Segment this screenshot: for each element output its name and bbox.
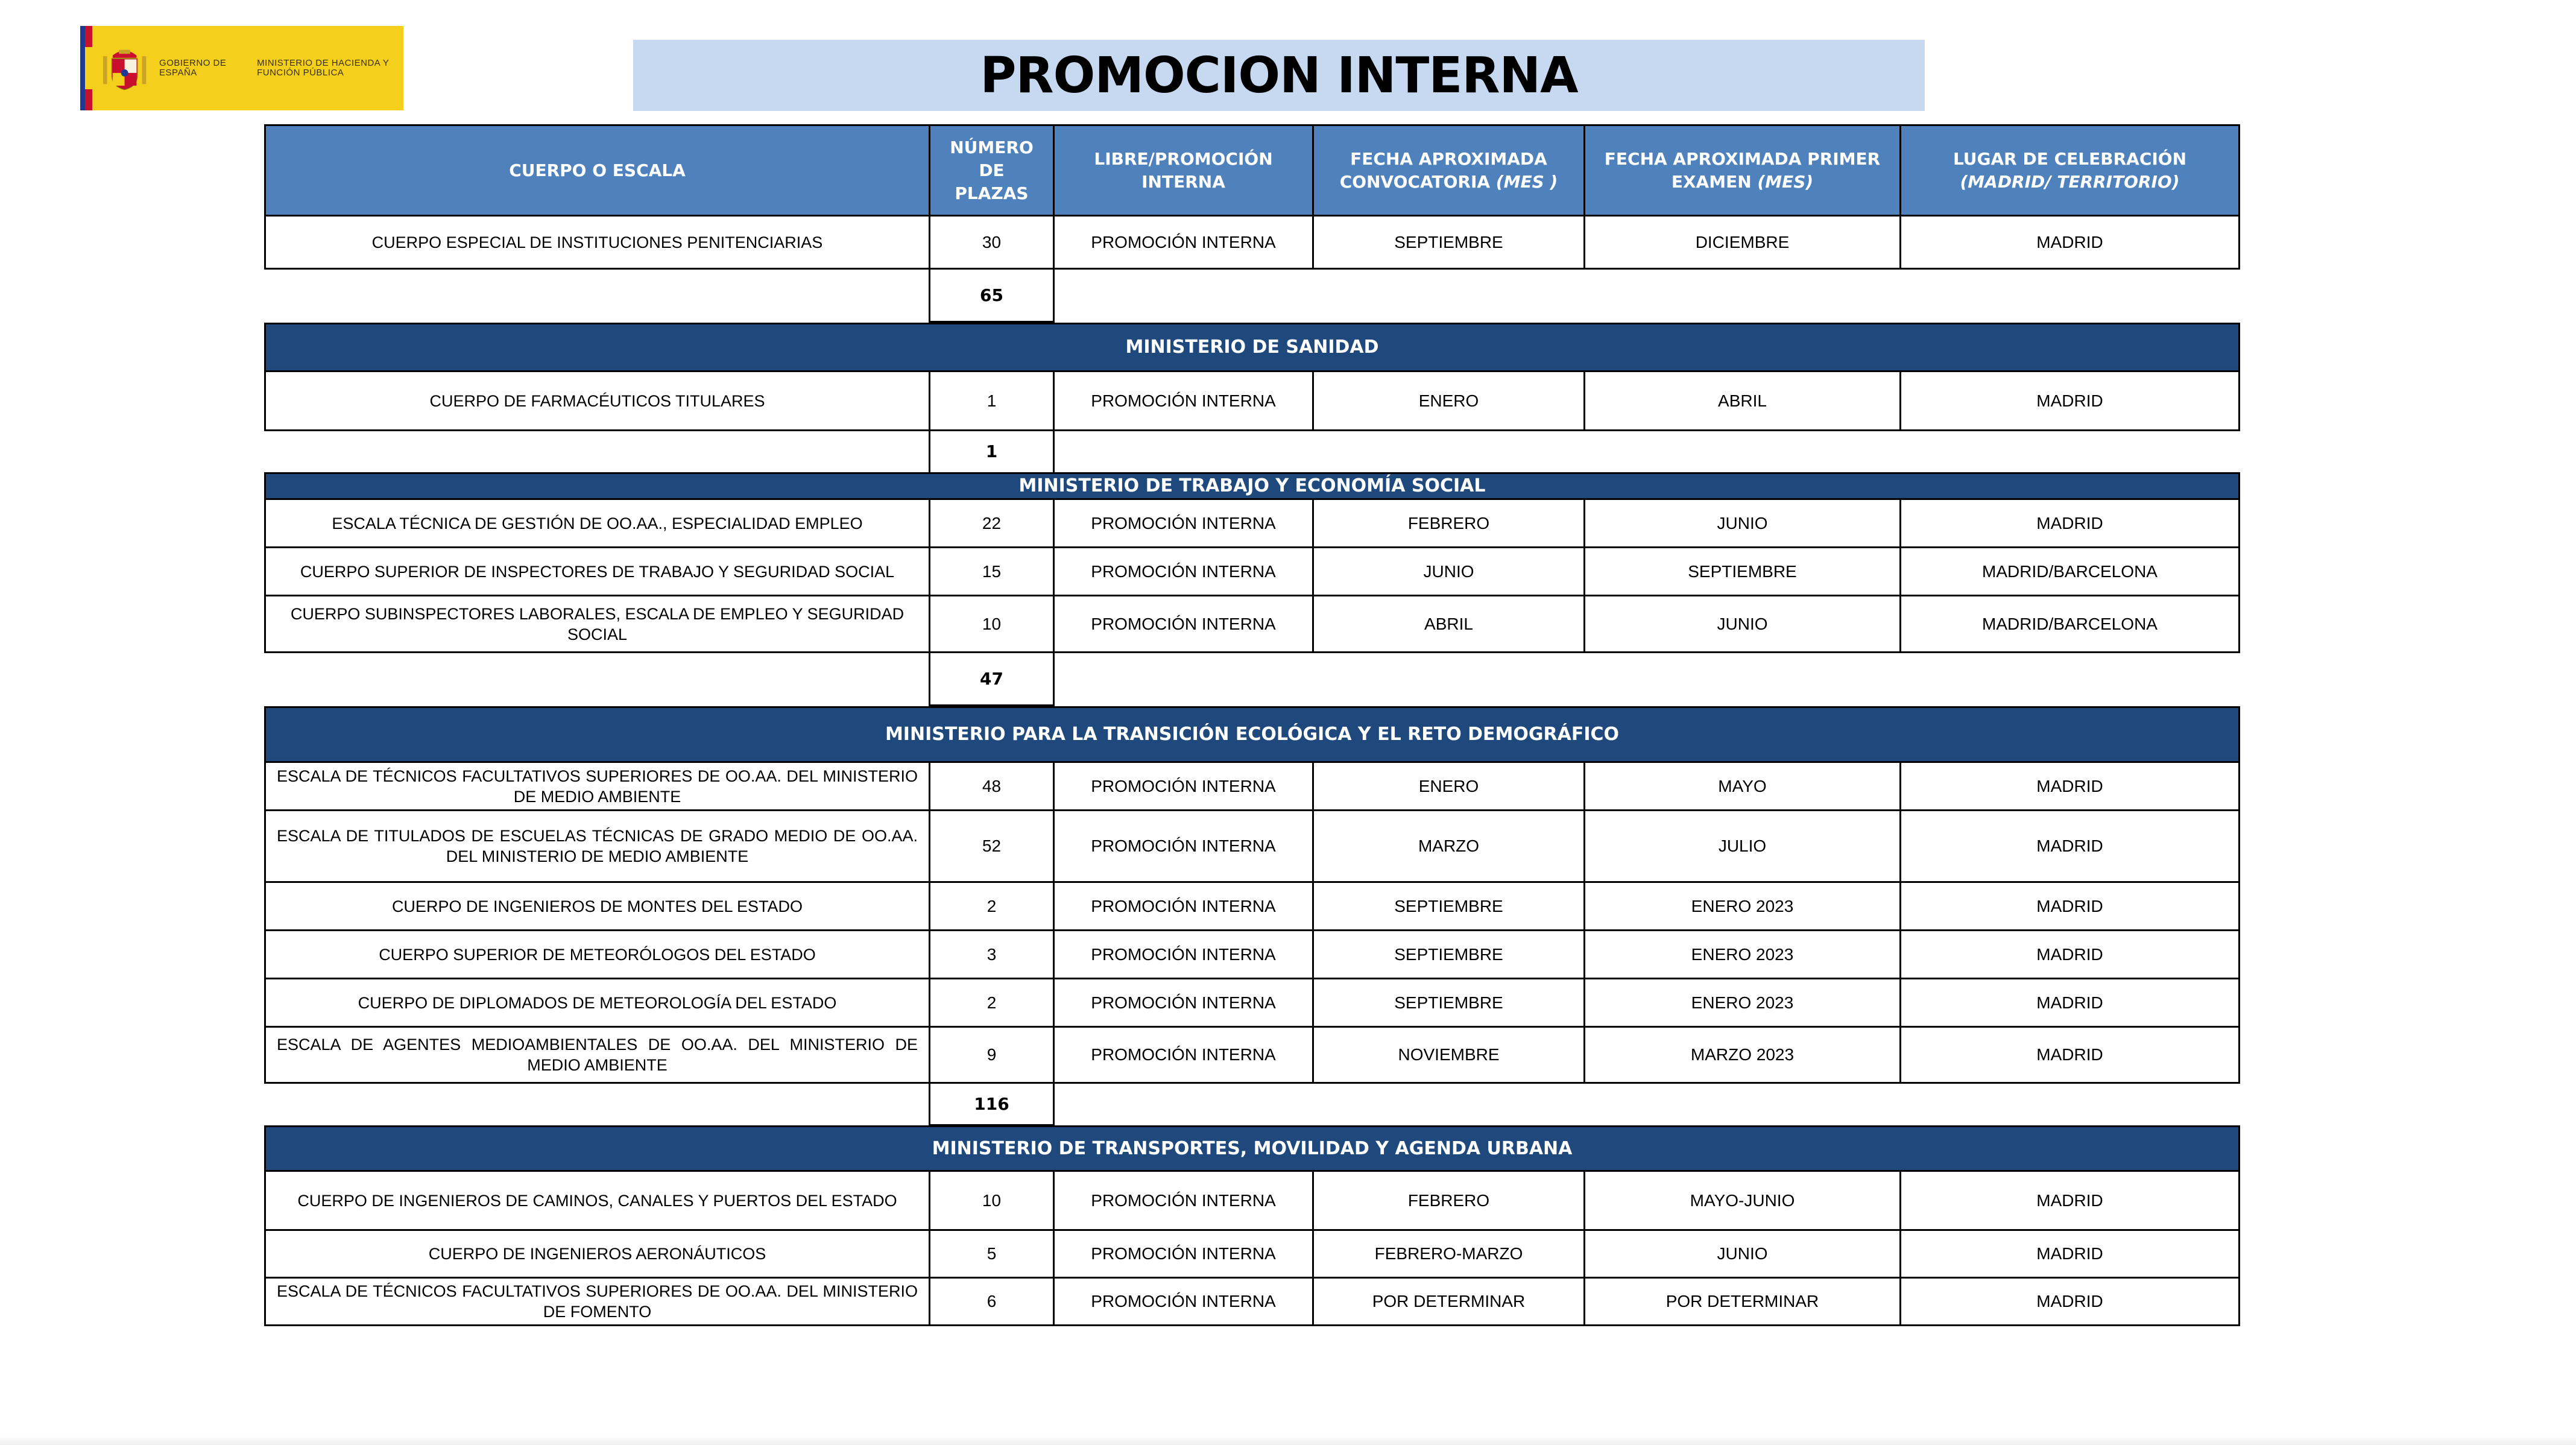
header-lugar: LUGAR DE CELEBRACIÓN (MADRID/ TERRITORIO) [1899,124,2240,217]
row-libre-cell: PROMOCIÓN INTERNA [1053,546,1314,596]
row-libre-cell: PROMOCIÓN INTERNA [1053,1277,1314,1326]
ministry-section-header: MINISTERIO DE TRANSPORTES, MOVILIDAD Y AGENDA URBANA [264,1125,2240,1172]
row-cuerpo-cell: CUERPO SUBINSPECTORES LABORALES, ESCALA DE EMPLEO Y SEGURIDAD SOCIAL [264,595,930,653]
row-libre-cell: PROMOCIÓN INTERNA [1053,881,1314,931]
row-conv-cell: ENERO [1312,370,1585,431]
row-examen-cell: MARZO 2023 [1583,1026,1901,1084]
row-libre-cell: PROMOCIÓN INTERNA [1053,809,1314,883]
row-conv-cell: SEPTIEMBRE [1312,215,1585,270]
row-libre-cell: PROMOCIÓN INTERNA [1053,1229,1314,1279]
page-title: PROMOCION INTERNA [633,40,1925,111]
row-examen-cell: POR DETERMINAR [1583,1277,1901,1326]
row-conv-cell: POR DETERMINAR [1312,1277,1585,1326]
header-fecha-convocatoria: FECHA APROXIMADA CONVOCATORIA (MES ) [1312,124,1585,217]
row-lugar-cell: MADRID/BARCELONA [1899,546,2240,596]
row-libre-cell: PROMOCIÓN INTERNA [1053,595,1314,653]
row-conv-cell: SEPTIEMBRE [1312,978,1585,1028]
row-lugar-cell: MADRID [1899,978,2240,1028]
row-conv-cell: SEPTIEMBRE [1312,881,1585,931]
eu-flag-icon [80,26,85,110]
row-conv-cell: SEPTIEMBRE [1312,929,1585,979]
row-conv-cell: FEBRERO [1312,498,1585,548]
row-cuerpo-cell: ESCALA TÉCNICA DE GESTIÓN DE OO.AA., ESPECIALIDAD EMPLEO [264,498,930,548]
row-plazas-cell: 15 [929,546,1055,596]
row-plazas-cell: 2 [929,881,1055,931]
row-lugar-cell: MADRID [1899,1229,2240,1279]
row-examen-cell: MAYO-JUNIO [1583,1170,1901,1231]
header-cuerpo: CUERPO O ESCALA [264,124,930,217]
row-cuerpo-cell: CUERPO DE FARMACÉUTICOS TITULARES [264,370,930,431]
row-cuerpo-cell: CUERPO DE INGENIEROS DE CAMINOS, CANALES Y PUERTOS DEL ESTADO [264,1170,930,1231]
row-lugar-cell: MADRID [1899,215,2240,270]
row-libre-cell: PROMOCIÓN INTERNA [1053,1026,1314,1084]
row-examen-cell: ENERO 2023 [1583,929,1901,979]
row-lugar-cell: MADRID [1899,929,2240,979]
row-libre-cell: PROMOCIÓN INTERNA [1053,215,1314,270]
government-logo [80,26,403,110]
row-plazas-cell: 48 [929,761,1055,811]
row-examen-cell: JUNIO [1583,498,1901,548]
row-plazas-cell: 10 [929,1170,1055,1231]
row-plazas-cell: 52 [929,809,1055,883]
logo-text-ministerio: MINISTERIO DE HACIENDA Y FUNCIÓN PÚBLICA [257,58,390,78]
row-libre-cell: PROMOCIÓN INTERNA [1053,498,1314,548]
row-lugar-cell: MADRID [1899,1277,2240,1326]
row-libre-cell: PROMOCIÓN INTERNA [1053,761,1314,811]
plazas-total: 1 [929,429,1055,474]
row-plazas-cell: 2 [929,978,1055,1028]
row-examen-cell: ENERO 2023 [1583,978,1901,1028]
row-plazas-cell: 5 [929,1229,1055,1279]
row-cuerpo-cell: CUERPO SUPERIOR DE METEORÓLOGOS DEL ESTADO [264,929,930,979]
row-plazas-cell: 9 [929,1026,1055,1084]
row-cuerpo-cell: CUERPO DE INGENIEROS AERONÁUTICOS [264,1229,930,1279]
row-plazas-cell: 30 [929,215,1055,270]
row-cuerpo-cell: ESCALA DE TITULADOS DE ESCUELAS TÉCNICAS DE GRADO MEDIO DE OO.AA. DEL MINISTERIO DE MEDIO AMBIENTE [264,809,930,883]
row-lugar-cell: MADRID [1899,1026,2240,1084]
row-conv-cell: ABRIL [1312,595,1585,653]
row-plazas-cell: 6 [929,1277,1055,1326]
row-examen-cell: DICIEMBRE [1583,215,1901,270]
row-examen-cell: ABRIL [1583,370,1901,431]
header-libre: LIBRE/PROMOCIÓN INTERNA [1053,124,1314,217]
row-libre-cell: PROMOCIÓN INTERNA [1053,370,1314,431]
row-cuerpo-cell: ESCALA DE TÉCNICOS FACULTATIVOS SUPERIORES DE OO.AA. DEL MINISTERIO DE MEDIO AMBIENTE [264,761,930,811]
row-examen-cell: JULIO [1583,809,1901,883]
row-conv-cell: FEBRERO [1312,1170,1585,1231]
row-plazas-cell: 1 [929,370,1055,431]
row-lugar-cell: MADRID/BARCELONA [1899,595,2240,653]
row-plazas-cell: 22 [929,498,1055,548]
row-lugar-cell: MADRID [1899,1170,2240,1231]
row-libre-cell: PROMOCIÓN INTERNA [1053,1170,1314,1231]
row-examen-cell: JUNIO [1583,1229,1901,1279]
row-examen-cell: MAYO [1583,761,1901,811]
row-lugar-cell: MADRID [1899,370,2240,431]
row-libre-cell: PROMOCIÓN INTERNA [1053,978,1314,1028]
row-examen-cell: SEPTIEMBRE [1583,546,1901,596]
row-plazas-cell: 3 [929,929,1055,979]
row-lugar-cell: MADRID [1899,761,2240,811]
logo-text-gobierno: GOBIERNO DE ESPAÑA [159,58,227,78]
row-cuerpo-cell: CUERPO DE DIPLOMADOS DE METEOROLOGÍA DEL ESTADO [264,978,930,1028]
plazas-total: 116 [929,1082,1055,1126]
row-lugar-cell: MADRID [1899,881,2240,931]
row-lugar-cell: MADRID [1899,809,2240,883]
ministry-section-header: MINISTERIO DE TRABAJO Y ECONOMÍA SOCIAL [264,472,2240,500]
row-conv-cell: NOVIEMBRE [1312,1026,1585,1084]
spain-flag-icon [85,26,92,110]
plazas-total: 47 [929,651,1055,706]
row-cuerpo-cell: CUERPO DE INGENIEROS DE MONTES DEL ESTADO [264,881,930,931]
row-cuerpo-cell: CUERPO ESPECIAL DE INSTITUCIONES PENITENCIARIAS [264,215,930,270]
plazas-total: 65 [929,268,1055,323]
row-cuerpo-cell: ESCALA DE AGENTES MEDIOAMBIENTALES DE OO.AA. DEL MINISTERIO DE MEDIO AMBIENTE [264,1026,930,1084]
row-lugar-cell: MADRID [1899,498,2240,548]
header-plazas: NÚMERO DE PLAZAS [929,124,1055,217]
row-conv-cell: MARZO [1312,809,1585,883]
row-conv-cell: JUNIO [1312,546,1585,596]
row-cuerpo-cell: ESCALA DE TÉCNICOS FACULTATIVOS SUPERIORES DE OO.AA. DEL MINISTERIO DE FOMENTO [264,1277,930,1326]
row-libre-cell: PROMOCIÓN INTERNA [1053,929,1314,979]
page-bottom-edge [0,1437,2576,1445]
row-examen-cell: ENERO 2023 [1583,881,1901,931]
ministry-section-header: MINISTERIO DE SANIDAD [264,323,2240,372]
row-examen-cell: JUNIO [1583,595,1901,653]
row-plazas-cell: 10 [929,595,1055,653]
row-conv-cell: FEBRERO-MARZO [1312,1229,1585,1279]
ministry-section-header: MINISTERIO PARA LA TRANSICIÓN ECOLÓGICA Y EL RETO DEMOGRÁFICO [264,706,2240,763]
row-cuerpo-cell: CUERPO SUPERIOR DE INSPECTORES DE TRABAJO Y SEGURIDAD SOCIAL [264,546,930,596]
header-fecha-examen: FECHA APROXIMADA PRIMER EXAMEN (MES) [1583,124,1901,217]
coat-of-arms-icon [101,32,148,104]
row-conv-cell: ENERO [1312,761,1585,811]
